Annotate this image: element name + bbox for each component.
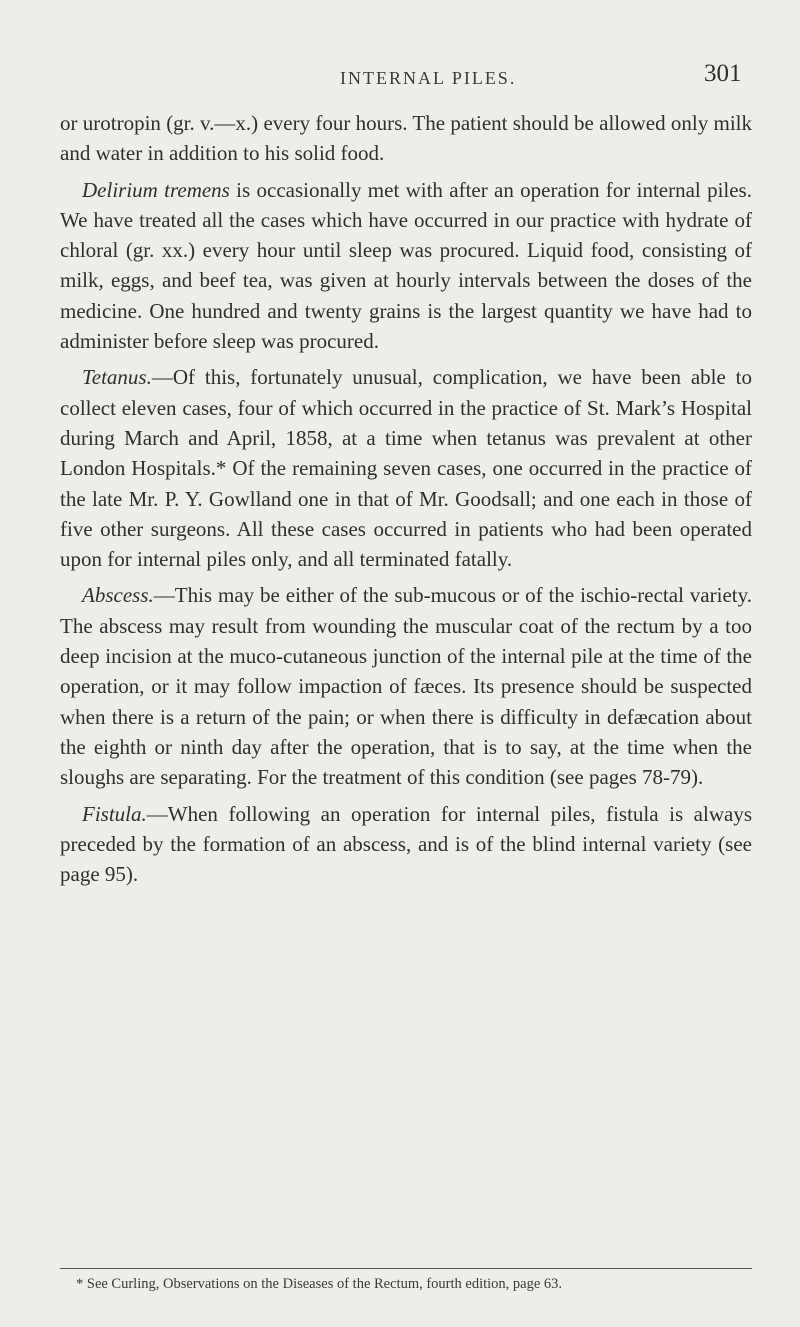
paragraph-fistula	[60, 799, 752, 890]
paragraph-lead: Delirium tremens	[82, 177, 230, 202]
body-text	[60, 108, 752, 895]
page-number: 301	[704, 60, 742, 87]
paragraph-text: or urotropin (gr. v.—x.) every four hours. The patient should be allowed only milk and water in addition to his solid food.	[60, 111, 752, 166]
footnote: * See Curling, Observations on the Diseases of the Rectum, fourth edition, page 63.	[76, 1276, 563, 1292]
paragraph-delirium-tremens	[60, 175, 752, 357]
paragraph-text: —This may be either of the sub-mucous or of the ischio-rectal variety. The abscess may result from wounding the muscular coat of the rectum by a too deep incision at the muco-cutaneous junction of the internal pile at the time of the operation, or it may follow impaction of fæces. Its presence should be suspected when there is a return of the pain; or when there is difficulty in defæcation about the eighth or ninth day after the operation, that is to say, at the time when the sloughs are separating. For the treatment of this condition (see pages 78-79).	[60, 583, 752, 790]
paragraph-tetanus	[60, 362, 752, 574]
paragraph-text: —When following an operation for internal piles, fistula is always preceded by the formation of an abscess, and is of the blind internal variety (see page 95).	[60, 801, 752, 887]
paragraph-text: is occasionally met with after an operation for internal piles. We have treated all the cases which have occurred in our practice with hydrate of chloral (gr. xx.) every hour until sleep was procured. Liquid food, consisting of milk, eggs, and beef tea, was given at hourly intervals between the doses of the medicine. One hundred and twenty grains is the largest quantity we have had to administer before sleep was procured.	[60, 177, 752, 354]
paragraph-abscess	[60, 580, 752, 792]
paragraph-lead: Abscess.	[82, 583, 154, 608]
running-head	[0, 60, 800, 90]
paragraph-lead: Fistula.	[82, 801, 147, 826]
paragraph-text: —Of this, fortunately unusual, complication, we have been able to collect eleven cases, four of which occurred in the practice of St. Mark’s Hospital during March and April, 1858, at a time when tetanus was prevalent at other London Hospitals.* Of the remaining seven cases, one occurred in the practice of the late Mr. P. Y. Gowlland one in that of Mr. Goodsall; and one each in those of five other surgeons. All these cases occurred in patients who had been operated upon for internal piles only, and all terminated fatally.	[60, 365, 752, 572]
running-title: INTERNAL PILES.	[340, 68, 517, 88]
footnote-divider	[60, 1268, 752, 1269]
paragraph-continuation	[60, 108, 752, 169]
paragraph-lead: Tetanus.	[82, 365, 152, 390]
